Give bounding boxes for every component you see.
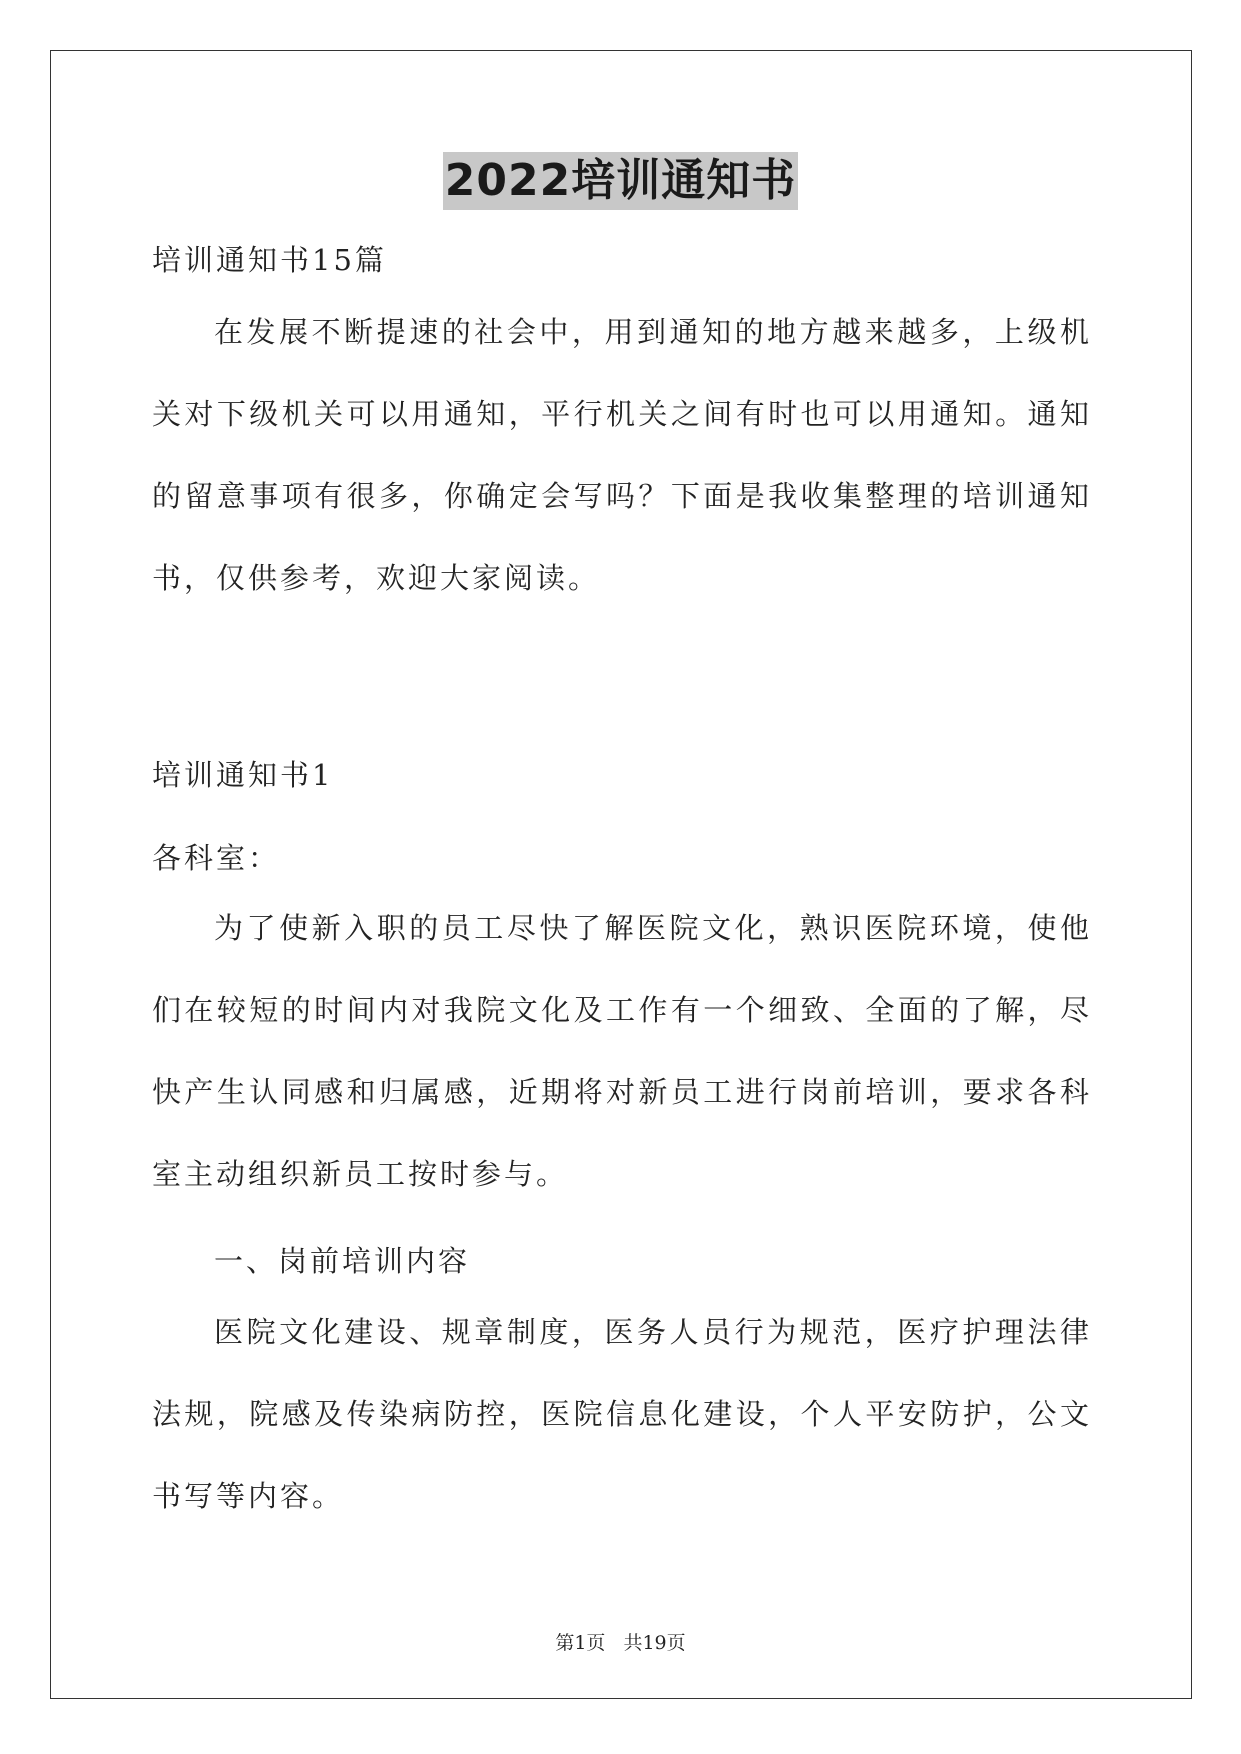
salutation: 各科室：	[152, 841, 281, 875]
section-heading: 培训通知书1	[152, 758, 334, 792]
intro-paragraph: 在发展不断提速的社会中，用到通知的地方越来越多，上级机关对下级机关可以用通知，平行机关之间有时也可以用通知。通知的留意事项有很多，你确定会写吗？下面是我收集整理的培训通知书，仅供参考，欢迎大家阅读。	[152, 315, 1092, 595]
page-footer	[0, 1628, 1241, 1655]
item-1-heading: 一、岗前培训内容	[214, 1244, 471, 1278]
document-title: 2022培训通知书	[443, 152, 798, 210]
subtitle: 培训通知书15篇	[152, 243, 387, 277]
title-container	[0, 152, 1241, 210]
paragraph-1: 为了使新入职的员工尽快了解医院文化，熟识医院环境，使他们在较短的时间内对我院文化及工作有一个细致、全面的了解，尽快产生认同感和归属感，近期将对新员工进行岗前培训，要求各科室主动组织新员工按时参与。	[152, 911, 1092, 1191]
page-number: 第1页	[555, 1632, 606, 1654]
item-1-text: 医院文化建设、规章制度，医务人员行为规范，医疗护理法律法规，院感及传染病防控，医院信息化建设，个人平安防护，公文书写等内容。	[152, 1315, 1092, 1513]
page-total: 共19页	[623, 1632, 686, 1654]
